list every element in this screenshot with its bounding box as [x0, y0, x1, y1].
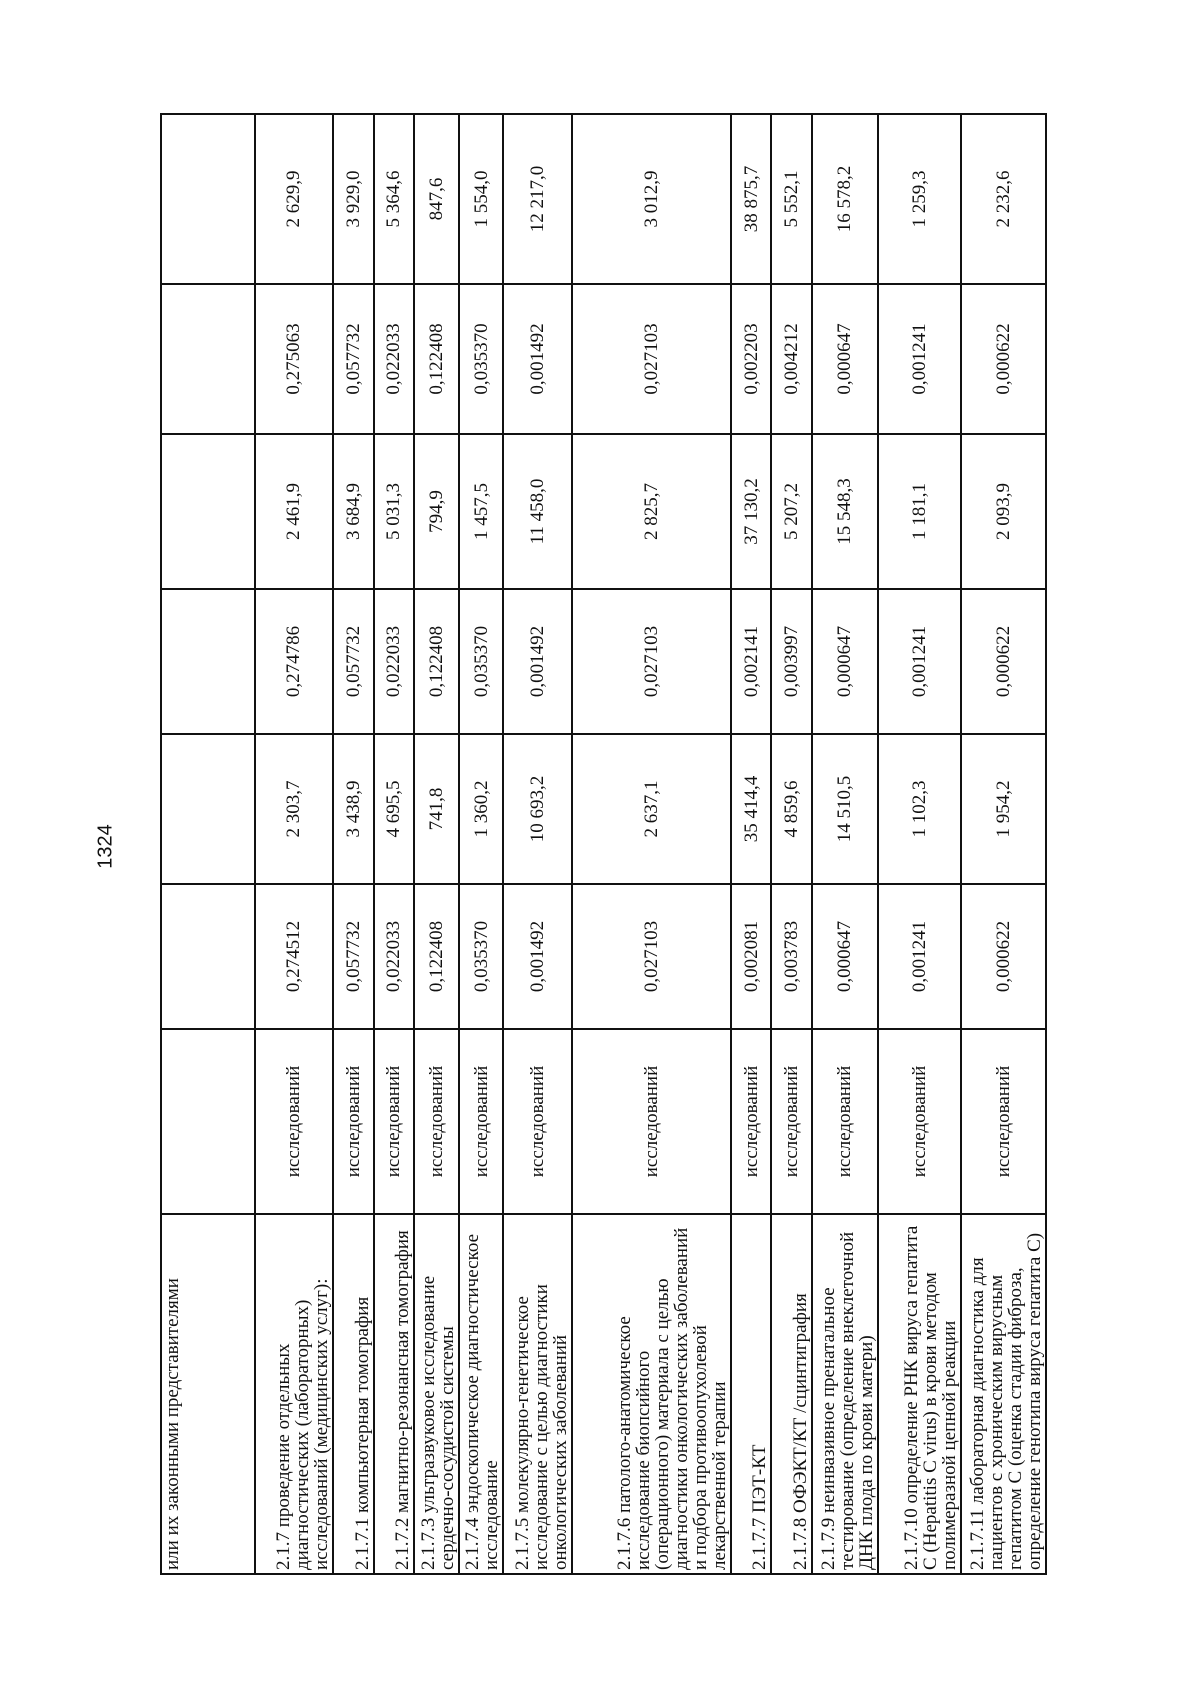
service-name-cell: 2.1.7.9 неинвазивное пренатальное тестирование (определение внеклеточной ДНК плода по крови матери)	[812, 1214, 878, 1574]
cost-value-cell: 1 102,3	[878, 734, 961, 884]
rotated-table-wrapper	[160, 115, 1047, 1575]
cost-value-cell: 2 629,9	[255, 114, 334, 284]
cost-value-cell: 5 552,1	[771, 114, 811, 284]
norm-value-cell: 0,003997	[771, 589, 811, 734]
norm-value-cell: 0,057732	[333, 884, 373, 1029]
service-name-cell: 2.1.7.2 магнитно-резонансная томография	[374, 1214, 414, 1574]
cost-value-cell: 10 693,2	[503, 734, 571, 884]
cost-value-cell: 5 364,6	[374, 114, 414, 284]
cost-value-cell: 38 875,7	[731, 114, 771, 284]
empty-cell	[161, 1029, 255, 1214]
norm-value-cell: 0,022033	[374, 884, 414, 1029]
norm-value-cell: 0,000622	[961, 589, 1046, 734]
table-row	[459, 114, 504, 1574]
cost-value-cell: 1 259,3	[878, 114, 961, 284]
service-name-cell: 2.1.7.10 определение РНК вируса гепатита С (Hepatitis C virus) в крови методом полимеразной цепной реакции	[878, 1214, 961, 1574]
cost-value-cell: 3 438,9	[333, 734, 373, 884]
unit-cell: исследований	[503, 1029, 571, 1214]
unit-cell: исследований	[878, 1029, 961, 1214]
service-name-cell: 2.1.7 проведение отдельных диагностических (лабораторных) исследований (медицинских услуг):	[255, 1214, 334, 1574]
cost-value-cell: 11 458,0	[503, 434, 571, 589]
unit-cell: исследований	[771, 1029, 811, 1214]
empty-cell	[161, 589, 255, 734]
table-row	[374, 114, 414, 1574]
unit-cell: исследований	[459, 1029, 504, 1214]
norm-value-cell: 0,035370	[459, 884, 504, 1029]
norm-value-cell: 0,001241	[878, 884, 961, 1029]
norm-value-cell: 0,004212	[771, 284, 811, 434]
table-row	[812, 114, 878, 1574]
norm-value-cell: 0,000622	[961, 884, 1046, 1029]
norm-value-cell: 0,002203	[731, 284, 771, 434]
norm-value-cell: 0,274512	[255, 884, 334, 1029]
norm-value-cell: 0,001241	[878, 284, 961, 434]
service-name-cell: 2.1.7.8 ОФЭКТ/КТ /сцинтиграфия	[771, 1214, 811, 1574]
cost-value-cell: 37 130,2	[731, 434, 771, 589]
table-row	[731, 114, 771, 1574]
norm-value-cell: 0,001492	[503, 884, 571, 1029]
cost-value-cell: 1 954,2	[961, 734, 1046, 884]
unit-cell: исследований	[812, 1029, 878, 1214]
cost-value-cell: 15 548,3	[812, 434, 878, 589]
table-row	[878, 114, 961, 1574]
norm-value-cell: 0,035370	[459, 589, 504, 734]
cost-value-cell: 5 031,3	[374, 434, 414, 589]
service-name-cell: 2.1.7.1 компьютерная томография	[333, 1214, 373, 1574]
header-cell: или их законными представителями	[161, 1214, 255, 1574]
cost-value-cell: 847,6	[414, 114, 459, 284]
table-row	[572, 114, 732, 1574]
cost-value-cell: 2 825,7	[572, 434, 732, 589]
norm-value-cell: 0,000622	[961, 284, 1046, 434]
cost-value-cell: 3 929,0	[333, 114, 373, 284]
unit-cell: исследований	[572, 1029, 732, 1214]
norm-value-cell: 0,275063	[255, 284, 334, 434]
table-row	[503, 114, 571, 1574]
table-row	[414, 114, 459, 1574]
table-row	[961, 114, 1046, 1574]
unit-cell: исследований	[731, 1029, 771, 1214]
cost-value-cell: 16 578,2	[812, 114, 878, 284]
cost-value-cell: 12 217,0	[503, 114, 571, 284]
service-name-cell: 2.1.7.4 эндоскопическое диагностическое исследование	[459, 1214, 504, 1574]
cost-value-cell: 2 637,1	[572, 734, 732, 884]
page-number: 1324	[94, 824, 117, 869]
norm-value-cell: 0,035370	[459, 284, 504, 434]
empty-cell	[161, 434, 255, 589]
norm-value-cell: 0,057732	[333, 284, 373, 434]
norm-value-cell: 0,002081	[731, 884, 771, 1029]
service-name-cell: 2.1.7.3 ультразвуковое исследование сердечно-сосудистой системы	[414, 1214, 459, 1574]
tariff-table	[160, 113, 1047, 1575]
service-name-cell: 2.1.7.6 патолого-анатомическое исследование биопсийного (операционного) материала с целью диагностики онкологических заболеваний и подбора противоопухолевой лекарственной терапии	[572, 1214, 732, 1574]
service-name-cell: 2.1.7.5 молекулярно-генетическое исследование с целью диагностики онкологических заболеваний	[503, 1214, 571, 1574]
cost-value-cell: 35 414,4	[731, 734, 771, 884]
unit-cell: исследований	[374, 1029, 414, 1214]
cost-value-cell: 3 012,9	[572, 114, 732, 284]
cost-value-cell: 1 554,0	[459, 114, 504, 284]
empty-cell	[161, 114, 255, 284]
norm-value-cell: 0,001492	[503, 284, 571, 434]
norm-value-cell: 0,027103	[572, 589, 732, 734]
cost-value-cell: 14 510,5	[812, 734, 878, 884]
cost-value-cell: 4 859,6	[771, 734, 811, 884]
norm-value-cell: 0,000647	[812, 884, 878, 1029]
norm-value-cell: 0,057732	[333, 589, 373, 734]
cost-value-cell: 2 461,9	[255, 434, 334, 589]
cost-value-cell: 2 093,9	[961, 434, 1046, 589]
cost-value-cell: 3 684,9	[333, 434, 373, 589]
unit-cell: исследований	[961, 1029, 1046, 1214]
table-row	[255, 114, 334, 1574]
service-name-cell: 2.1.7.11 лабораторная диагностика для пациентов с хроническим вирусным гепатитом С (оценка стадии фиброза, определение генотипа вируса гепатита С)	[961, 1214, 1046, 1574]
cost-value-cell: 1 457,5	[459, 434, 504, 589]
cost-value-cell: 4 695,5	[374, 734, 414, 884]
table-row	[771, 114, 811, 1574]
norm-value-cell: 0,000647	[812, 284, 878, 434]
norm-value-cell: 0,027103	[572, 284, 732, 434]
norm-value-cell: 0,002141	[731, 589, 771, 734]
table-row	[333, 114, 373, 1574]
cost-value-cell: 1 181,1	[878, 434, 961, 589]
norm-value-cell: 0,122408	[414, 589, 459, 734]
norm-value-cell: 0,122408	[414, 284, 459, 434]
empty-cell	[161, 734, 255, 884]
cost-value-cell: 2 303,7	[255, 734, 334, 884]
norm-value-cell: 0,122408	[414, 884, 459, 1029]
cost-value-cell: 1 360,2	[459, 734, 504, 884]
norm-value-cell: 0,000647	[812, 589, 878, 734]
empty-cell	[161, 284, 255, 434]
header-row	[161, 114, 255, 1574]
cost-value-cell: 794,9	[414, 434, 459, 589]
norm-value-cell: 0,022033	[374, 589, 414, 734]
norm-value-cell: 0,274786	[255, 589, 334, 734]
unit-cell: исследований	[414, 1029, 459, 1214]
cost-value-cell: 741,8	[414, 734, 459, 884]
norm-value-cell: 0,001492	[503, 589, 571, 734]
norm-value-cell: 0,022033	[374, 284, 414, 434]
empty-cell	[161, 884, 255, 1029]
norm-value-cell: 0,027103	[572, 884, 732, 1029]
norm-value-cell: 0,001241	[878, 589, 961, 734]
cost-value-cell: 5 207,2	[771, 434, 811, 589]
norm-value-cell: 0,003783	[771, 884, 811, 1029]
unit-cell: исследований	[333, 1029, 373, 1214]
cost-value-cell: 2 232,6	[961, 114, 1046, 284]
service-name-cell: 2.1.7.7 ПЭТ-КТ	[731, 1214, 771, 1574]
unit-cell: исследований	[255, 1029, 334, 1214]
